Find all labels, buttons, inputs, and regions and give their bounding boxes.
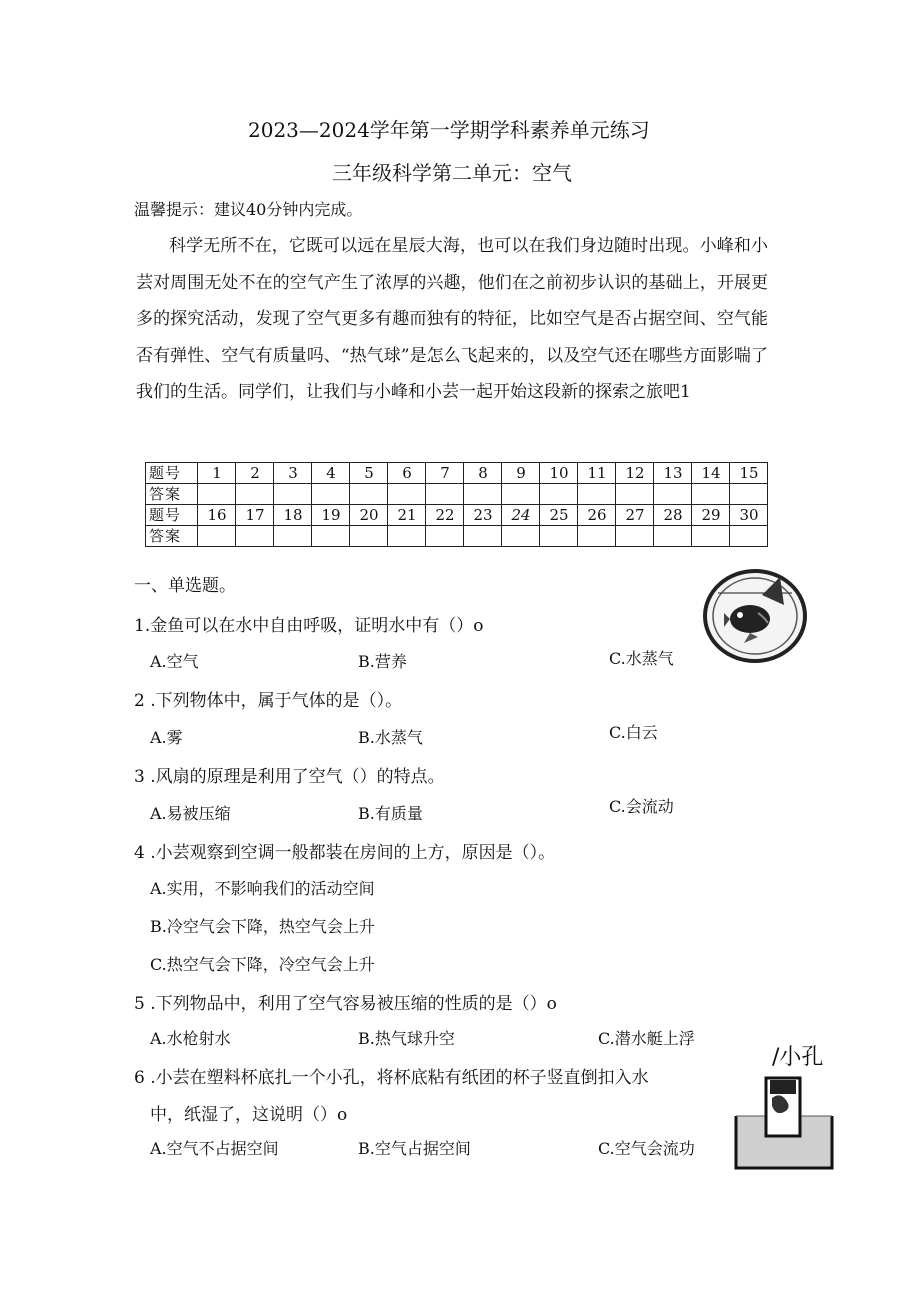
table-cell: 18: [274, 505, 312, 526]
intro-paragraph: 科学无所不在，它既可以远在星辰大海，也可以在我们身边随时出现。小峰和小芸对周围无处不在的空气产生了浓厚的兴趣，他们在之前初步认识的基础上，开展更多的探究活动，发现了空气更多有趣而独有的特征，比如空气是否占据空间、空气能否有弹性、空气有质量吗、“热气球”是怎么飞起来的，以及空气还在哪些方面影喘了我们的生活。同学们，让我们与小峰和小芸一起开始这段新的探索之旅吧1: [136, 236, 768, 402]
table-cell: 19: [312, 505, 350, 526]
answer-cell[interactable]: [274, 484, 312, 505]
small-hole-label: /小孔: [772, 1045, 824, 1070]
question-1-option-a[interactable]: A.空气: [150, 652, 199, 671]
fishbowl-illustration: [700, 565, 810, 665]
row-label: 题号: [146, 505, 198, 526]
answer-cell[interactable]: [502, 484, 540, 505]
question-4-option-c[interactable]: C.热空气会下降，冷空气会上升: [150, 955, 375, 974]
table-cell: 10: [540, 463, 578, 484]
question-4-option-b[interactable]: B.冷空气会下降，热空气会上升: [150, 917, 375, 936]
question-1-stem: 1.金鱼可以在水中自由呼吸，证明水中有（）o: [134, 616, 484, 636]
answer-cell[interactable]: [274, 526, 312, 547]
table-cell: 25: [540, 505, 578, 526]
answer-cell[interactable]: [236, 526, 274, 547]
question-2-option-c[interactable]: C.白云: [609, 723, 658, 742]
table-cell: 8: [464, 463, 502, 484]
answer-cell[interactable]: [198, 526, 236, 547]
row-label: 题号: [146, 463, 198, 484]
question-6-option-c[interactable]: C.空气会流功: [598, 1139, 695, 1158]
answer-cell[interactable]: [654, 484, 692, 505]
answer-cell[interactable]: [312, 484, 350, 505]
answer-cell[interactable]: [540, 484, 578, 505]
answer-cell[interactable]: [616, 526, 654, 547]
answer-cell[interactable]: [464, 526, 502, 547]
answer-cell[interactable]: [578, 484, 616, 505]
answer-cell[interactable]: [426, 526, 464, 547]
answer-cell[interactable]: [730, 484, 768, 505]
answer-cell[interactable]: [388, 484, 426, 505]
answer-cell[interactable]: [350, 526, 388, 547]
table-cell: 11: [578, 463, 616, 484]
cup-in-water-illustration: [728, 1072, 838, 1172]
table-row: [146, 484, 768, 505]
table-cell: 6: [388, 463, 426, 484]
table-cell: 24: [502, 505, 540, 526]
table-row: [146, 463, 768, 484]
table-cell: 13: [654, 463, 692, 484]
answer-cell[interactable]: [236, 484, 274, 505]
answer-cell[interactable]: [578, 526, 616, 547]
answer-cell[interactable]: [654, 526, 692, 547]
table-cell: 7: [426, 463, 464, 484]
table-cell: 30: [730, 505, 768, 526]
table-cell: 5: [350, 463, 388, 484]
answer-cell[interactable]: [464, 484, 502, 505]
table-row: [146, 526, 768, 547]
table-cell: 21: [388, 505, 426, 526]
question-2-stem: 2 .下列物体中，属于气体的是（）。: [134, 691, 403, 711]
answer-cell[interactable]: [502, 526, 540, 547]
tip-text: 温馨提示：建议40分钟内完成。: [134, 200, 363, 219]
answer-cell[interactable]: [350, 484, 388, 505]
answer-cell[interactable]: [730, 526, 768, 547]
answer-cell[interactable]: [692, 526, 730, 547]
question-6-stem-cont: 中，纸湿了，这说明（）o: [150, 1105, 348, 1125]
table-cell: 17: [236, 505, 274, 526]
table-cell: 16: [198, 505, 236, 526]
answer-cell[interactable]: [198, 484, 236, 505]
question-6-option-b[interactable]: B.空气占据空间: [358, 1139, 471, 1158]
question-3-stem: 3 .风扇的原理是利用了空气（）的特点。: [134, 767, 445, 787]
table-cell: 14: [692, 463, 730, 484]
question-3-option-c[interactable]: C.会流动: [609, 797, 674, 816]
section-heading: 一、单选题。: [134, 576, 236, 596]
question-3-option-b[interactable]: B.有质量: [358, 804, 423, 823]
answer-cell[interactable]: [388, 526, 426, 547]
table-cell: 12: [616, 463, 654, 484]
question-1-option-b[interactable]: B.营养: [358, 652, 407, 671]
question-2-option-b[interactable]: B.水蒸气: [358, 728, 423, 747]
question-5-stem: 5 .下列物品中，利用了空气容易被压缩的性质的是（）o: [134, 994, 557, 1014]
row-label: 答案: [146, 484, 198, 505]
answer-cell[interactable]: [540, 526, 578, 547]
question-1-option-c[interactable]: C.水蒸气: [609, 649, 674, 668]
answer-cell[interactable]: [692, 484, 730, 505]
question-5-option-c[interactable]: C.潜水艇上浮: [598, 1029, 695, 1048]
table-cell: 27: [616, 505, 654, 526]
table-cell: 29: [692, 505, 730, 526]
table-cell: 28: [654, 505, 692, 526]
answer-cell[interactable]: [312, 526, 350, 547]
table-cell: 2: [236, 463, 274, 484]
page-subtitle: 三年级科学第二单元：空气: [332, 161, 572, 185]
question-4-option-a[interactable]: A.实用，不影响我们的活动空间: [150, 879, 375, 898]
table-cell: 1: [198, 463, 236, 484]
table-cell: 23: [464, 505, 502, 526]
answer-cell[interactable]: [616, 484, 654, 505]
answer-table: [145, 462, 768, 547]
row-label: 答案: [146, 526, 198, 547]
table-cell: 20: [350, 505, 388, 526]
table-cell: 15: [730, 463, 768, 484]
question-6-option-a[interactable]: A.空气不占据空间: [150, 1139, 279, 1158]
page-title: 2023—2024学年第一学期学科素养单元练习: [248, 118, 650, 142]
table-row: [146, 505, 768, 526]
question-5-option-b[interactable]: B.热气球升空: [358, 1029, 455, 1048]
question-6-stem: 6 .小芸在塑料杯底扎一个小孔，将杯底粘有纸团的杯子竖直倒扣入水: [134, 1068, 649, 1088]
question-5-option-a[interactable]: A.水枪射水: [150, 1029, 231, 1048]
table-cell: 4: [312, 463, 350, 484]
question-4-stem: 4 .小芸观察到空调一般都装在房间的上方，原因是（）。: [134, 843, 556, 863]
table-cell: 3: [274, 463, 312, 484]
answer-cell[interactable]: [426, 484, 464, 505]
question-3-option-a[interactable]: A.易被压缩: [150, 804, 231, 823]
table-cell: 26: [578, 505, 616, 526]
question-2-option-a[interactable]: A.雾: [150, 728, 183, 747]
table-cell: 22: [426, 505, 464, 526]
table-cell: 9: [502, 463, 540, 484]
